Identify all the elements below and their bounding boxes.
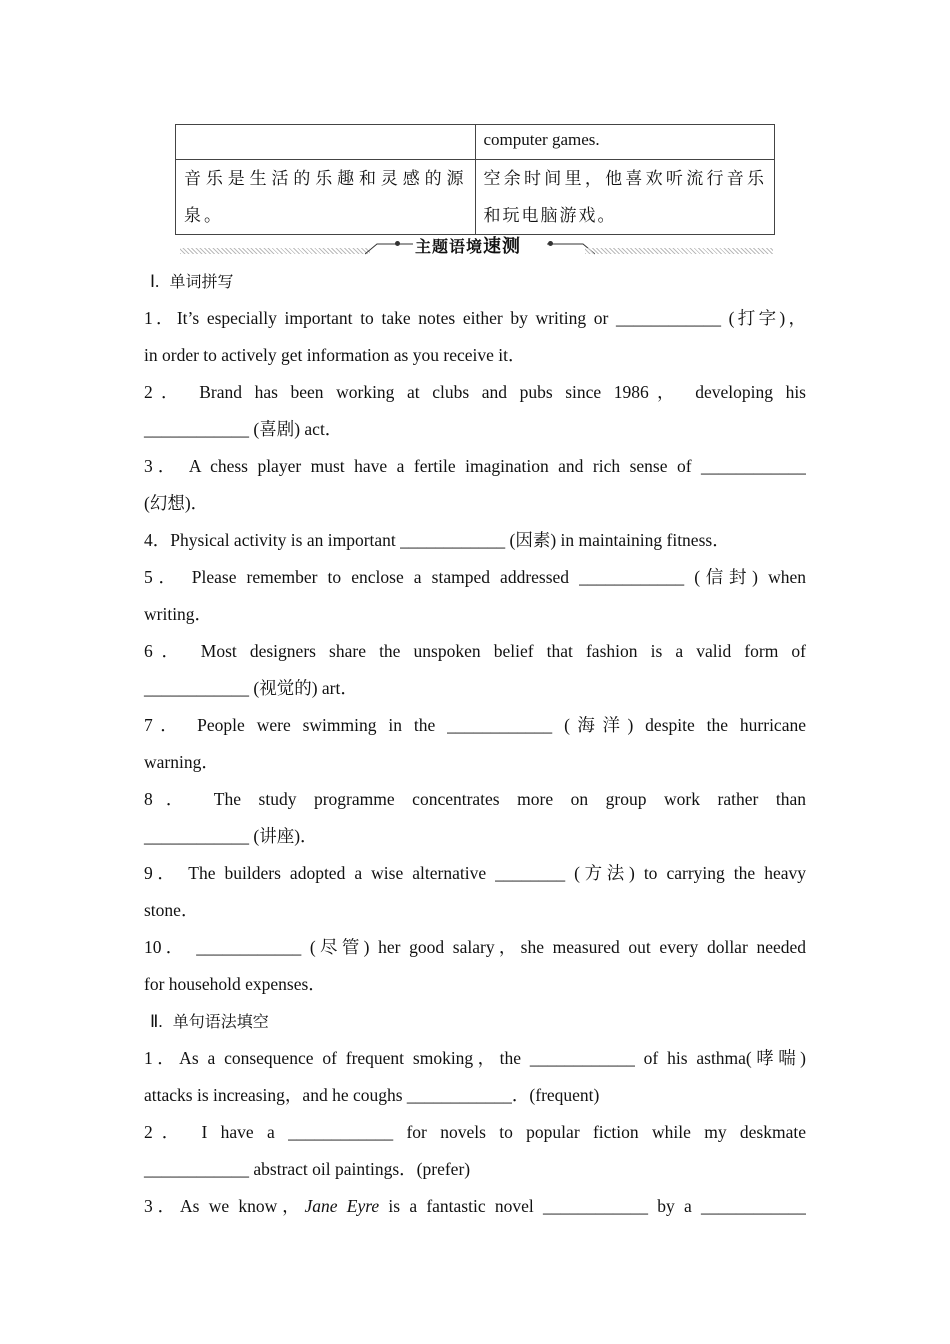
exercise-line: 1．As a consequence of frequent smoking，the ____________ of his asthma(哮喘) bbox=[144, 1048, 806, 1068]
exercise-line: 4．Physical activity is an important ____________ (因素) in maintaining fitness． bbox=[144, 530, 730, 550]
section1-heading bbox=[144, 263, 806, 300]
banner-stripe-left bbox=[180, 248, 370, 254]
banner-title-normal: 主题语境 bbox=[415, 237, 484, 256]
exercise-line: 3． A chess player must have a fertile imagination and rich sense of ____________ bbox=[144, 456, 806, 476]
exercise-line: 2． I have a ____________ for novels to popular fiction while my deskmate bbox=[144, 1122, 806, 1142]
section-banner bbox=[175, 232, 775, 256]
exercise-line: writing． bbox=[144, 604, 213, 624]
exercise-line: attacks is increasing，and he coughs ____________．(frequent) bbox=[144, 1085, 600, 1105]
banner-stripe-right bbox=[585, 248, 773, 254]
banner-title-bold: 速测 bbox=[483, 236, 522, 257]
exercise-line: ____________ (视觉的) art． bbox=[144, 678, 358, 698]
exercise-line-last bbox=[144, 1188, 806, 1225]
section2-title: 单句语法填空 bbox=[172, 1012, 269, 1031]
table-cell: 音乐是生活的乐趣和灵感的源泉。 bbox=[176, 160, 476, 235]
exercise-line: ____________ (喜剧) act． bbox=[144, 419, 343, 439]
banner-dot-left bbox=[395, 241, 400, 246]
table-cell: computer games. bbox=[475, 125, 775, 160]
exercise-line: in order to actively get information as you receive it． bbox=[144, 345, 526, 365]
banner-dot-right bbox=[548, 241, 553, 246]
exercise-line: ____________ abstract oil paintings．(prefer) bbox=[144, 1159, 471, 1179]
section2-numeral: Ⅱ. bbox=[150, 1012, 163, 1031]
table-cell bbox=[176, 125, 476, 160]
section1-title: 单词拼写 bbox=[169, 272, 234, 291]
translation-table bbox=[175, 124, 775, 235]
exercise-line: 2． Brand has been working at clubs and pubs since 1986， developing his bbox=[144, 382, 806, 402]
table-cell: 空余时间里，他喜欢听流行音乐和玩电脑游戏。 bbox=[475, 160, 775, 235]
table-row bbox=[176, 160, 775, 235]
section2-heading bbox=[144, 1003, 806, 1040]
exercise-line: 5． Please remember to enclose a stamped addressed ____________ (信封) when bbox=[144, 567, 806, 587]
line-text: is a fantastic novel ____________ by a ____________ bbox=[379, 1196, 806, 1216]
exercise-line: 8． The study programme concentrates more on group work rather than bbox=[144, 789, 806, 809]
banner-title bbox=[415, 232, 521, 258]
exercise-line: ____________ (讲座)． bbox=[144, 826, 318, 846]
exercise-line: for household expenses． bbox=[144, 974, 326, 994]
exercise-line: 1．It’s especially important to take notes either by writing or ____________ (打字)， bbox=[144, 308, 806, 328]
line-text: 3．As we know， bbox=[144, 1196, 305, 1216]
section1-numeral: Ⅰ. bbox=[150, 272, 160, 291]
exercise-content bbox=[144, 263, 806, 1225]
exercise-line: (幻想)． bbox=[144, 493, 209, 513]
exercise-line: 6． Most designers share the unspoken belief that fashion is a valid form of bbox=[144, 641, 806, 661]
exercise-line: stone． bbox=[144, 900, 199, 920]
exercise-line: warning． bbox=[144, 752, 219, 772]
exercise-line: 7． People were swimming in the ____________ (海洋) despite the hurricane bbox=[144, 715, 806, 735]
exercise-line: 10． ____________ (尽管) her good salary，she measured out every dollar needed bbox=[144, 937, 806, 957]
book-title: Jane Eyre bbox=[304, 1196, 380, 1216]
table-row bbox=[176, 125, 775, 160]
exercise-line: 9． The builders adopted a wise alternative ________ (方法) to carrying the heavy bbox=[144, 863, 806, 883]
